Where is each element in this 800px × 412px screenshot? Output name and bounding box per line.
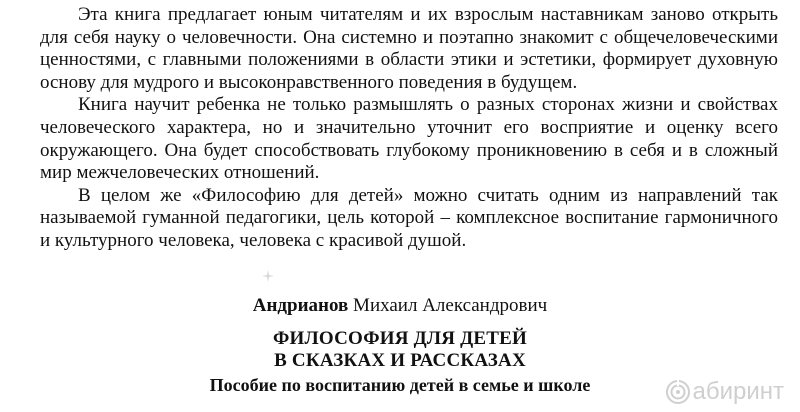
paragraph-3: В целом же «Философию для детей» можно считать одним из направлений так называемой гуманной педагогики, цель которой – комплексное воспитание гармоничного и культурного человека, человека с красивой душой. xyxy=(40,184,778,251)
book-title-line-2: В СКАЗКАХ И РАССКАЗАХ xyxy=(274,350,526,371)
author-given-name: Михаил Александрович xyxy=(353,295,548,316)
author-line xyxy=(0,295,800,317)
labirint-watermark xyxy=(665,378,785,406)
book-title-line-1: ФИЛОСОФИЯ ДЛЯ ДЕТЕЙ xyxy=(273,328,527,349)
annotation-text xyxy=(40,4,778,253)
paragraph-1: Эта книга предлагает юным читателям и их взрослым наставникам заново открыть для себя науку о человечности. Она системно и поэтапно знакомит с общечеловеческими ценностями, с главными положениями в области этики и эстетики, формирует духовную основу для мудрого и высоконравственного поведения в будущем. xyxy=(40,4,778,93)
author-surname: Андрианов xyxy=(252,295,349,316)
watermark-text: абиринт xyxy=(692,378,784,405)
paragraph-2: Книга научит ребенка не только размышлять о разных сторонах жизни и свойствах человеческого характера, но и значительно уточнит его восприятие и оценку всего окружающего. Она будет способствовать глубокому проникновению в себя и в сложный мир межчеловеческих отношений. xyxy=(40,94,778,184)
sparkle-icon xyxy=(262,270,274,282)
labyrinth-logo-icon xyxy=(665,379,691,405)
book-subtitle: Пособие по воспитанию детей в семье и школе xyxy=(209,375,591,395)
